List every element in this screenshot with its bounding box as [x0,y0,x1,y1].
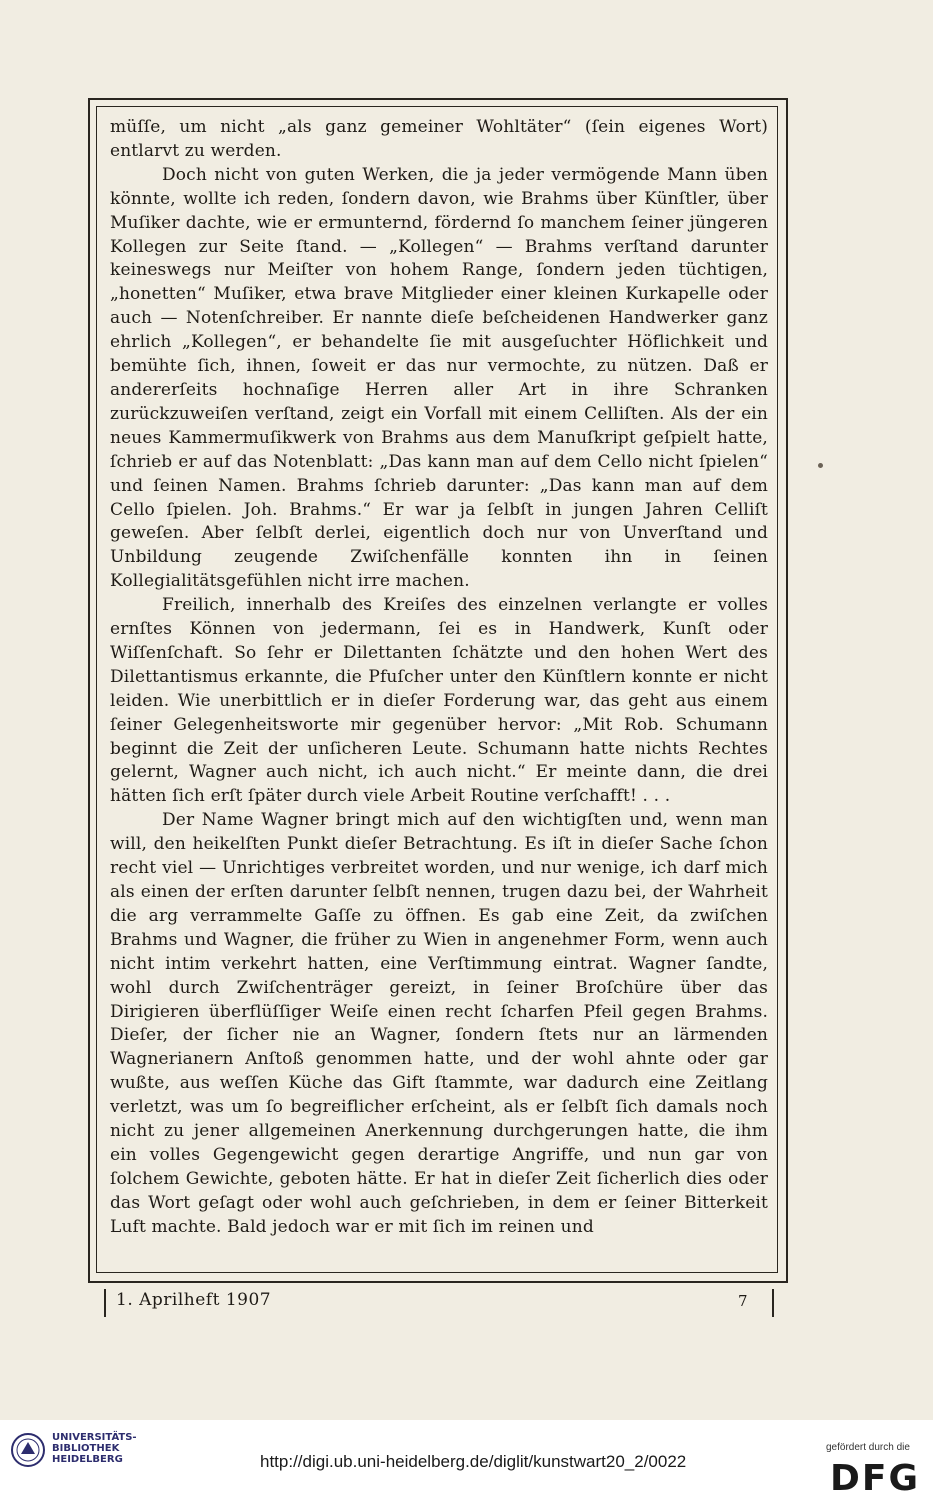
page-number: 7 [738,1292,748,1310]
paragraph-3: Freilich, innerhalb des Kreiſes des einzelnen verlangte er volles ernſtes Können von jedermann, ſei es in Handwerk, Kunſt oder Wiſſenſchaft. So ſehr er Dilettanten ſchätzte und den hohen Wert des Dilettantismus erkannte, die Pfuſcher unter den Künſtlern konnte er nicht leiden. Wie unerbittlich er in dieſer Forderung war, das geht aus einem ſeiner Gelegenheitsworte mir gegenüber hervor: „Mit Rob. Schumann beginnt die Zeit der unſicheren Leute. Schumann hatte nichts Rechtes gelernt, Wagner auch nicht, ich auch nicht.“ Er meinte dann, die drei hätten ſich erſt ſpäter durch viele Arbeit Routine verſchafft! . . . [110,595,768,807]
paragraph-1: müſſe, um nicht „als ganz gemeiner Wohltäter“ (ſein eigenes Wort) entlarvt zu werden. [110,117,768,161]
article-text [110,116,768,1240]
university-name-line: HEIDELBERG [52,1454,123,1465]
footer-rule [88,1282,786,1283]
paragraph-4: Der Name Wagner bringt mich auf den wichtigſten und, wenn man will, den heikelſten Punkt dieſer Betrachtung. Es iſt in dieſer Sache ſchon recht viel — Unrichtiges verbreitet worden, und nur wenige, ich darf mich als einen der erſten darunter ſelbſt nennen, trugen dazu bei, der Wahrheit die arg verrammelte Gaſſe zu öffnen. Es gab eine Zeit, da zwiſchen Brahms und Wagner, die früher zu Wien in angenehmer Form, wenn auch nicht intim verkehrt hatten, eine Verſtimmung eintrat. Wagner ſandte, wohl durch Zwiſchenträger gereizt, in ſeiner Broſchüre über das Dirigieren überflüſſiger Weiſe einen recht ſcharfen Pfeil gegen Brahms. Dieſer, der ſicher nie an Wagner, ſondern ſtets nur an lärmenden Wagnerianern Anſtoß genommen hatte, und der wohl ahnte oder gar wußte, aus weſſen Küche das Gift ſtammte, war dadurch eine Zeitlang verletzt, was um ſo begreiflicher erſcheint, als er ſelbſt ſich damals noch nicht zu jener allgemeinen Anerkennung durchgerungen hatte, die ihm ein volles Gegengewicht gegen derartige Angriffe, und nun gar von ſolchem Gewichte, geboten hätte. Er hat in dieſer Zeit ſicherlich dies oder das Wort geſagt oder wohl auch geſchrieben, in dem er ſeiner Bitterkeit Luft machte. Bald jedoch war er mit ſich im reinen und [110,810,768,1237]
funder-caption: gefördert durch die [826,1442,910,1453]
issue-label: 1. Aprilheft 1907 [116,1290,272,1310]
university-seal-icon [10,1432,46,1468]
university-name-line: UNIVERSITÄTS- [52,1432,137,1443]
footer-right-bar [772,1289,774,1317]
university-name [52,1432,137,1465]
dfg-logo-icon: DFG [830,1458,921,1499]
footer-left-bar [104,1289,106,1317]
paragraph-2: Doch nicht von guten Werken, die ja jeder vermögende Mann üben könnte, wollte ich reden, ſondern davon, wie Brahms über Künſtler, über Muſiker dachte, wie er ermunternd, fördernd ſo manchem ſeiner jüngeren Kollegen zur Seite ſtand. — „Kollegen“ — Brahms verſtand darunter keineswegs nur Meiſter von hohem Range, ſondern jeden tüchtigen, „honetten“ Muſiker, etwa brave Mitglieder einer kleinen Kurkapelle oder auch — Notenſchreiber. Er nannte dieſe beſcheidenen Handwerker ganz ehrlich „Kollegen“, er behandelte ſie mit ausgeſuchter Höflichkeit und bemühte ſich, ihnen, ſoweit er das nur vermochte, zu nützen. Daß er andererſeits hochnaſige Herren aller Art in ihre Schranken zurückzuweiſen verſtand, zeigt ein Vorfall mit einem Celliſten. Als der ein neues Kammermuſikwerk von Brahms aus dem Manuſkript geſpielt hatte, ſchrieb er auf das Notenblatt: „Das kann man auf dem Cello nicht ſpielen“ und ſeinen Namen. Brahms ſchrieb darunter: „Das kann man auf dem Cello ſpielen. Joh. Brahms.“ Er war ja ſelbſt in jungen Jahren Celliſt geweſen. Aber ſelbſt derlei, eigentlich doch nur von Unverſtand und Unbildung zeugende Zwiſchenfälle konnten ihn in ſeinen Kollegialitätsgefühlen nicht irre machen. [110,164,768,592]
permalink[interactable]: http://digi.ub.uni-heidelberg.de/diglit/kunstwart20_2/0022 [260,1452,687,1471]
university-name-line: BIBLIOTHEK [52,1443,120,1454]
margin-dot [818,463,823,468]
